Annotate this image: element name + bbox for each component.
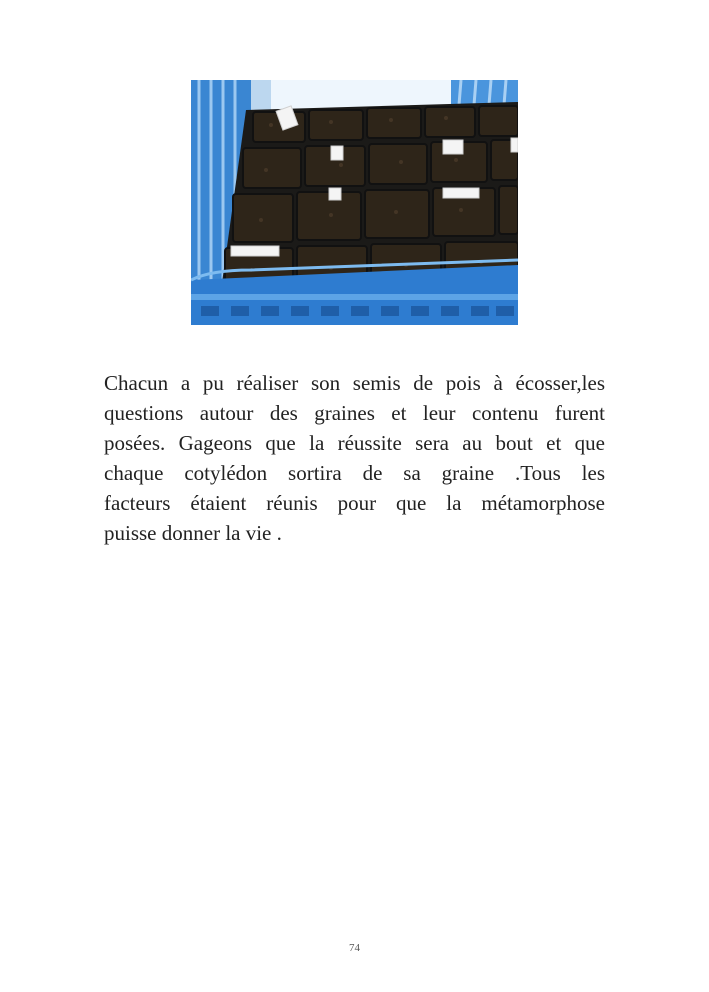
body-line: chaque cotylédon sortira de sa graine .Tous les: [104, 461, 605, 485]
body-paragraph: [104, 368, 605, 548]
body-line: questions autour des graines et leur contenu furent: [104, 401, 605, 425]
body-line: puisse donner la vie .: [104, 521, 282, 545]
seed-tray-photo: [191, 80, 518, 325]
seed-tray-illustration: [191, 80, 518, 325]
body-line: facteurs étaient réunis pour que la métamorphose: [104, 491, 605, 515]
body-line: posées. Gageons que la réussite sera au bout et que: [104, 431, 605, 455]
page-number: 74: [349, 942, 360, 954]
body-line: Chacun a pu réaliser son semis de pois à écosser,les: [104, 371, 605, 395]
